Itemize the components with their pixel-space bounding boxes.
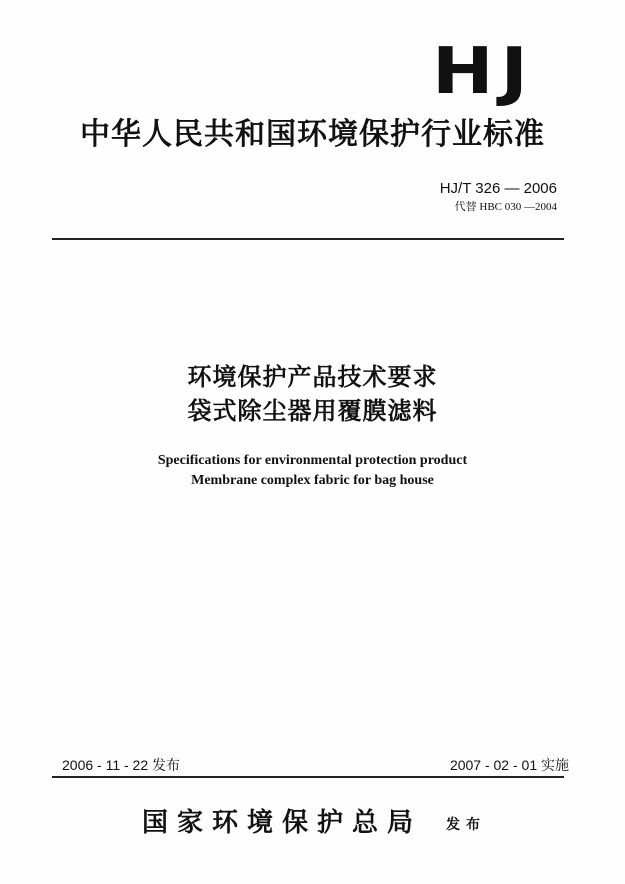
title-english-line-2: Membrane complex fabric for bag house bbox=[191, 473, 434, 488]
hj-logo: HJ bbox=[432, 35, 535, 109]
title-chinese-line-2: 袋式除尘器用覆膜滤料 bbox=[187, 397, 438, 425]
publisher-name: 国家环境保护总局 bbox=[142, 808, 423, 838]
implementation-date: 2007 - 02 - 01 实施 bbox=[449, 757, 569, 773]
issue-date: 2006 - 11 - 22 发布 bbox=[62, 757, 181, 773]
footer-divider bbox=[52, 776, 564, 778]
header-divider bbox=[52, 238, 564, 240]
title-chinese-line-1: 环境保护产品技术要求 bbox=[187, 363, 438, 391]
standard-code: HJ/T 326 — 2006 bbox=[439, 180, 557, 197]
replaces-standard: 代替 HBC 030 —2004 bbox=[454, 201, 557, 213]
standard-category-heading: 中华人民共和国环境保护行业标准 bbox=[80, 117, 545, 152]
publish-label: 发布 bbox=[446, 817, 486, 833]
title-english-line-1: Specifications for environmental protection product bbox=[157, 453, 468, 468]
